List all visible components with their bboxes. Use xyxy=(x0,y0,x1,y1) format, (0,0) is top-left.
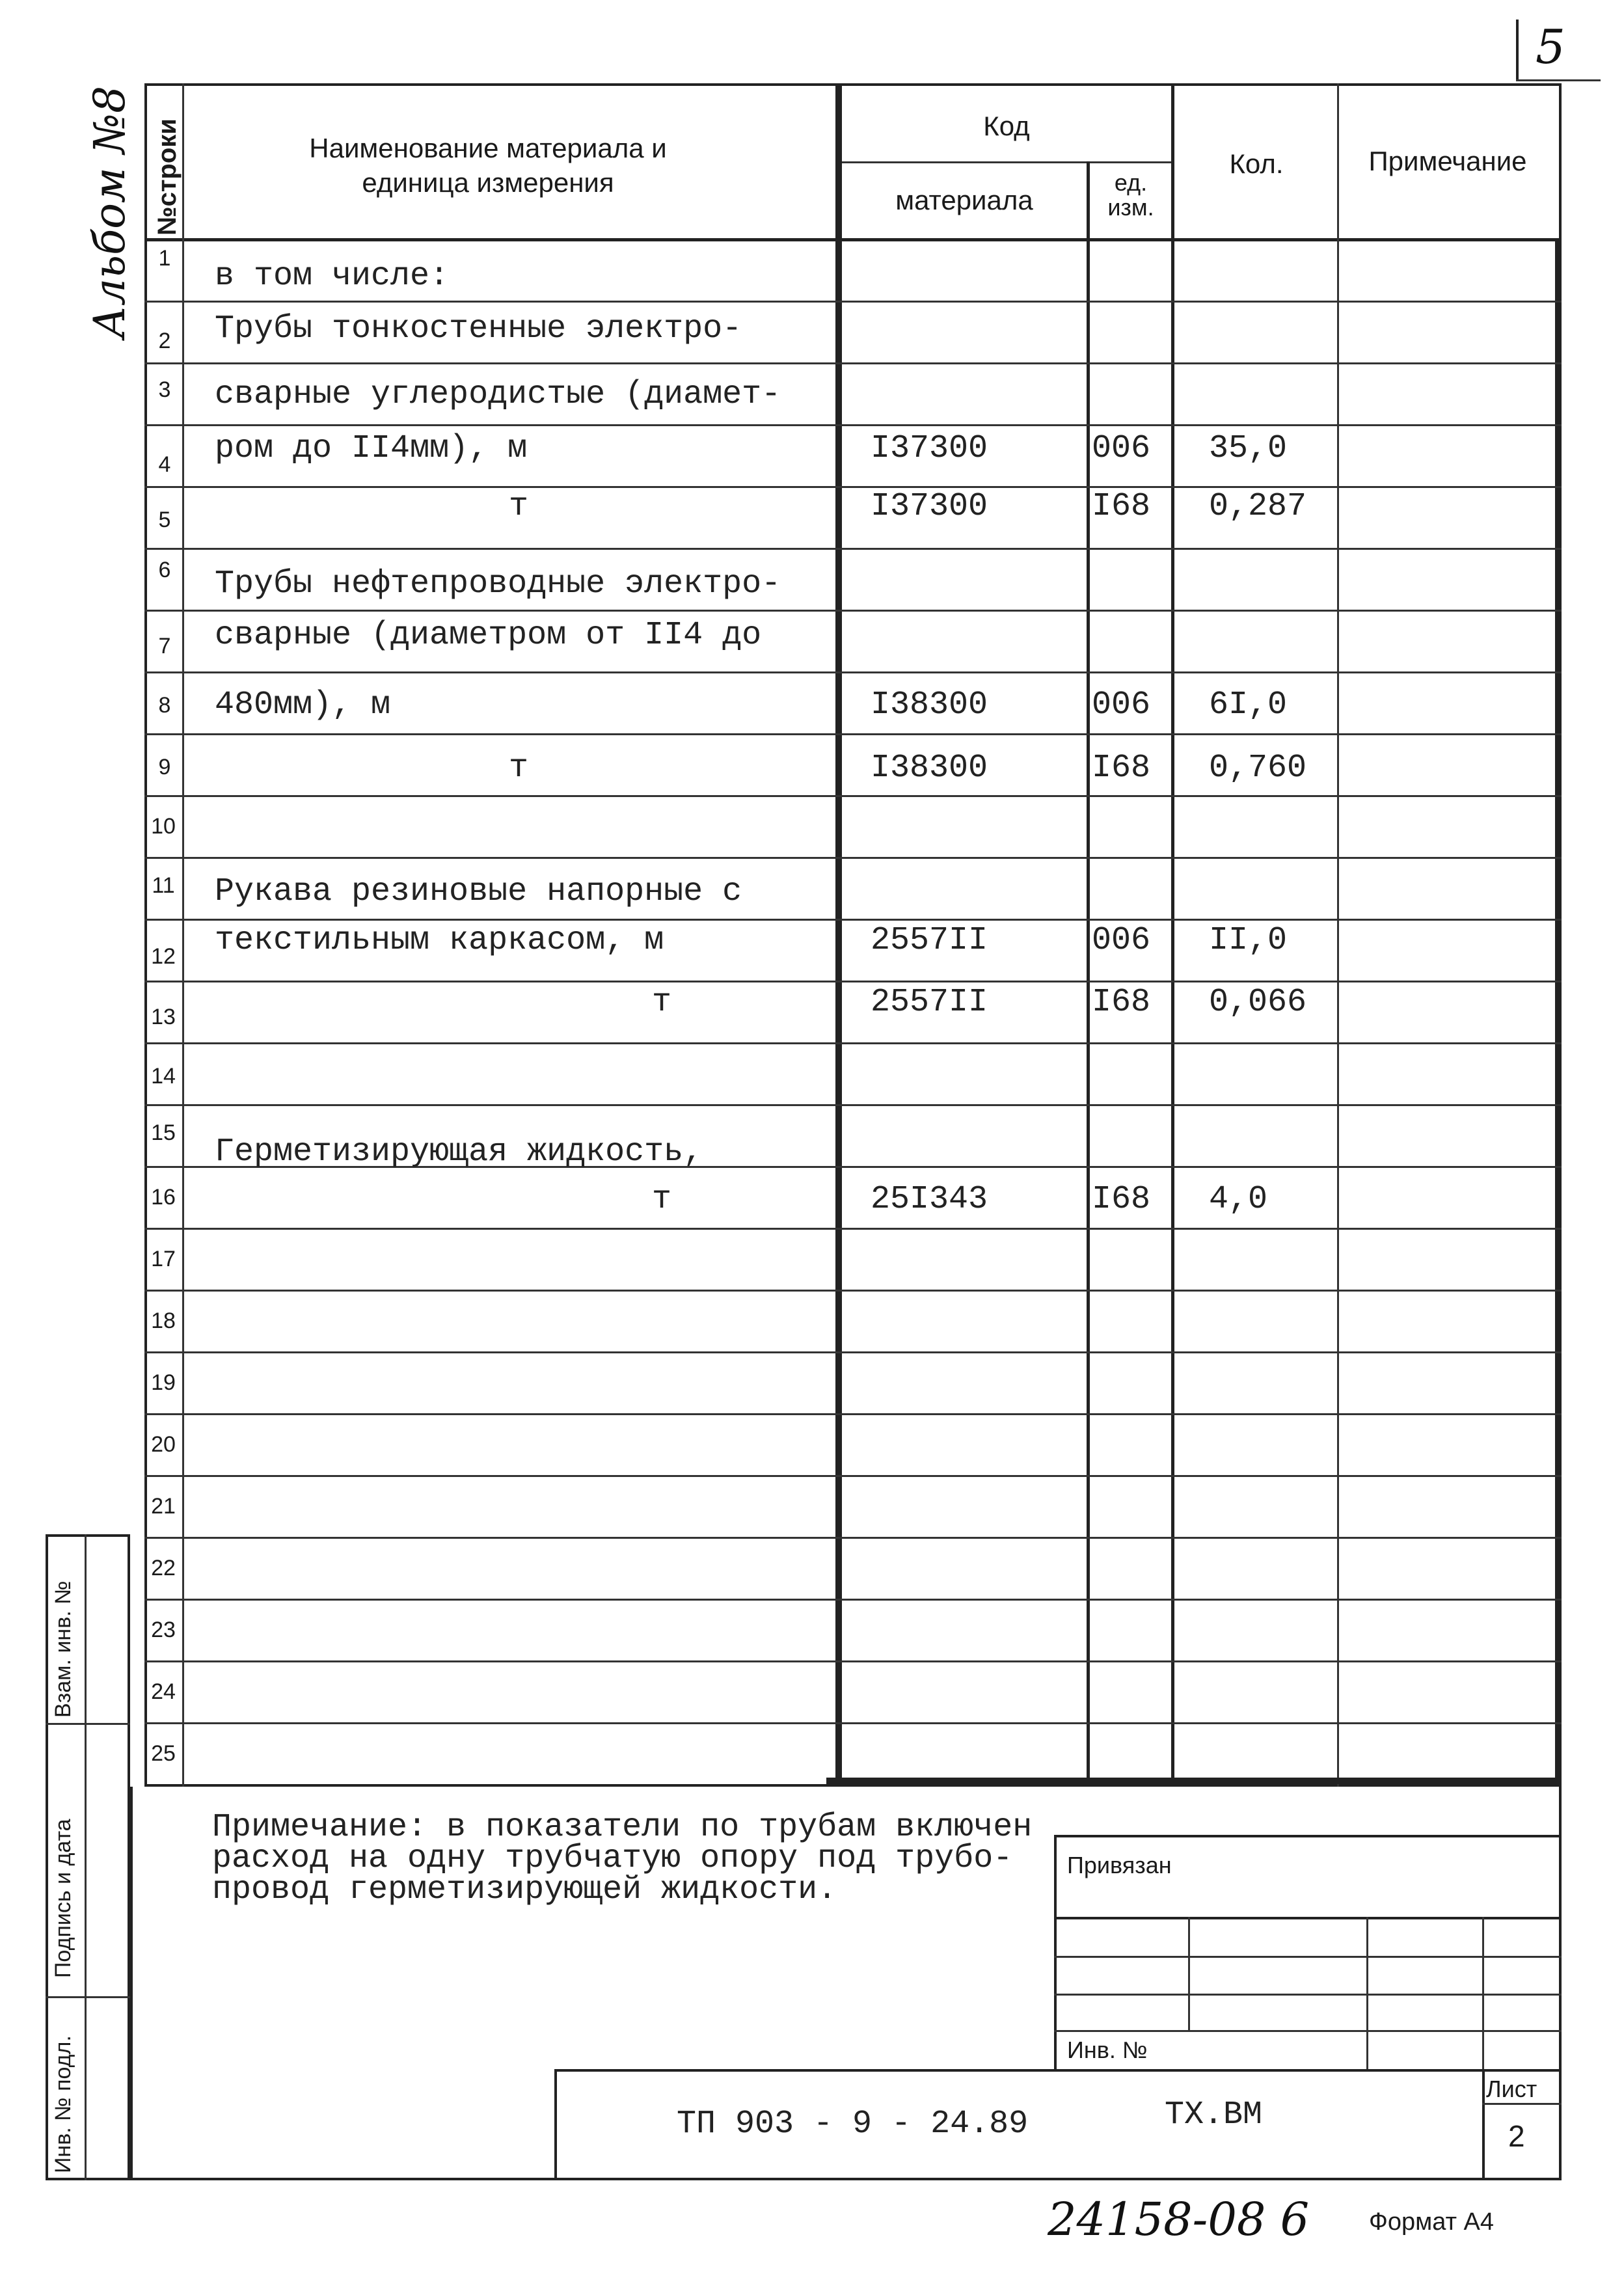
row-code: 25I343 xyxy=(871,1181,988,1218)
note-line-2: расход на одну трубчатую опору под трубо- xyxy=(212,1840,1013,1877)
header-row-no: №строки xyxy=(153,118,182,236)
table-row xyxy=(144,241,1562,303)
row-number: 3 xyxy=(158,377,171,402)
row-qty: 0,760 xyxy=(1209,750,1307,787)
header-code: Код xyxy=(983,111,1030,141)
table-row xyxy=(144,550,1562,612)
row-number: 11 xyxy=(152,873,175,898)
row-number: 8 xyxy=(158,693,171,718)
table-row xyxy=(144,303,1562,364)
title-block-left xyxy=(554,2069,557,2180)
sheet-label-line xyxy=(1482,2103,1562,2105)
stamp-line-b xyxy=(1054,1956,1562,1958)
table-row xyxy=(144,797,1562,859)
header-unit: ед. изм. xyxy=(1107,169,1154,221)
row-name: т xyxy=(509,488,529,525)
row-name: т xyxy=(652,984,672,1021)
table-row xyxy=(144,426,1562,488)
table-row xyxy=(144,1044,1562,1106)
table-row xyxy=(144,1477,1562,1539)
title-block-top xyxy=(554,2069,1562,2072)
code-subheader-line xyxy=(839,161,1172,163)
row-name: т xyxy=(652,1181,672,1218)
side-strip-divider xyxy=(85,1534,87,2180)
row-number: 10 xyxy=(151,814,176,839)
row-code: I38300 xyxy=(871,686,988,724)
row-number: 1 xyxy=(158,246,171,271)
row-qty: 35,0 xyxy=(1209,430,1288,467)
footer-format: Формат А4 xyxy=(1369,2208,1495,2236)
row-number: 7 xyxy=(158,634,171,658)
header-note: Примечание xyxy=(1368,146,1527,176)
row-code: 2557II xyxy=(871,922,988,959)
table-row xyxy=(144,612,1562,673)
side-strip-line-2 xyxy=(46,1996,130,1998)
row-number: 25 xyxy=(151,1741,176,1766)
stamp-privyazan: Привязан xyxy=(1067,1852,1172,1878)
stamp-line-d xyxy=(1054,2030,1562,2032)
row-name: Трубы нефтепроводные электро- xyxy=(215,565,781,603)
row-name: сварные (диаметром от II4 до xyxy=(215,617,762,654)
page-number-divider xyxy=(1516,20,1519,81)
row-number: 22 xyxy=(151,1556,176,1580)
row-qty: 0,287 xyxy=(1209,488,1307,525)
stamp-line-a xyxy=(1054,1917,1562,1919)
outer-bottom-border xyxy=(130,2178,1562,2180)
row-number: 6 xyxy=(158,558,171,582)
stamp-inv-no: Инв. № xyxy=(1067,2037,1148,2063)
stamp-col-2 xyxy=(1366,1917,1368,2069)
stamp-col-3 xyxy=(1482,1917,1484,2069)
sheet-number: 2 xyxy=(1508,2119,1525,2153)
table-row xyxy=(144,364,1562,426)
table-body xyxy=(144,241,1562,1787)
table-row xyxy=(144,673,1562,735)
page-number-underline xyxy=(1516,79,1601,81)
row-number: 4 xyxy=(158,452,171,477)
row-code: I37300 xyxy=(871,430,988,467)
side-label-vzam: Взам. инв. № xyxy=(51,1580,75,1718)
row-unit: 006 xyxy=(1092,686,1151,724)
table-row xyxy=(144,735,1562,797)
doc-code: ТП 903 - 9 - 24.89 xyxy=(677,2106,1029,2143)
row-name: сварные углеродистые (диамет- xyxy=(215,376,781,413)
album-label: Альбом №8 xyxy=(85,85,135,338)
row-number: 16 xyxy=(151,1185,176,1210)
row-code: I37300 xyxy=(871,488,988,525)
stamp-col-1 xyxy=(1188,1917,1190,2030)
side-label-inv: Инв. № подл. xyxy=(51,2035,75,2173)
row-number: 17 xyxy=(151,1247,176,1271)
row-unit: I68 xyxy=(1092,984,1151,1021)
row-name: текстильным каркасом, м xyxy=(215,922,664,959)
table-row xyxy=(144,1353,1562,1415)
table-row xyxy=(144,1539,1562,1601)
table-row xyxy=(144,1168,1562,1230)
table-row xyxy=(144,921,1562,982)
table-row xyxy=(144,1230,1562,1292)
row-number: 19 xyxy=(151,1370,176,1395)
row-number: 2 xyxy=(158,329,171,353)
row-number: 23 xyxy=(151,1618,176,1642)
table-row xyxy=(144,1601,1562,1662)
table-bottom-line xyxy=(826,1778,1562,1784)
row-unit: I68 xyxy=(1092,488,1151,525)
table-row xyxy=(144,1415,1562,1477)
row-unit: 006 xyxy=(1092,430,1151,467)
table-row xyxy=(144,1106,1562,1171)
row-name: Герметизирующая жидкость, xyxy=(215,1133,703,1171)
row-qty: II,0 xyxy=(1209,922,1288,959)
stamp-left-edge xyxy=(1054,1835,1057,2069)
sheet-label: Лист xyxy=(1486,2076,1537,2102)
note-line-3: провод герметизирующей жидкости. xyxy=(212,1871,837,1908)
note-line-1: Примечание: в показатели по трубам включен xyxy=(212,1809,1033,1846)
row-qty: 0,066 xyxy=(1209,984,1307,1021)
row-number: 12 xyxy=(151,944,176,969)
table-row xyxy=(144,982,1562,1044)
header-material: материала xyxy=(895,185,1033,215)
row-number: 15 xyxy=(151,1120,176,1145)
row-name: ром до II4мм), м xyxy=(215,430,528,467)
row-number: 13 xyxy=(151,1005,176,1029)
table-row xyxy=(144,859,1562,921)
outer-right-border xyxy=(1559,1787,1562,2180)
stamp-line-c xyxy=(1054,1994,1562,1996)
header-qty: Кол. xyxy=(1229,148,1284,179)
row-qty: 4,0 xyxy=(1209,1181,1268,1218)
row-number: 20 xyxy=(151,1432,176,1457)
row-code: I38300 xyxy=(871,750,988,787)
row-name: Рукава резиновые напорные с xyxy=(215,873,742,910)
row-number: 5 xyxy=(158,508,171,532)
row-name: т xyxy=(509,750,529,787)
header-name: Наименование материала и единица измерения xyxy=(309,133,667,198)
outer-left-border xyxy=(130,1787,133,2180)
row-number: 21 xyxy=(151,1494,176,1519)
footer-handwritten-number: 24158-08 6 xyxy=(1048,2193,1310,2246)
row-number: 18 xyxy=(151,1308,176,1333)
title-block-sheet-div xyxy=(1482,2069,1485,2180)
row-unit: I68 xyxy=(1092,1181,1151,1218)
row-qty: 6I,0 xyxy=(1209,686,1288,724)
stamp-top-line xyxy=(1054,1835,1562,1837)
row-unit: 006 xyxy=(1092,922,1151,959)
side-strip-line-1 xyxy=(46,1723,130,1725)
side-label-podpis: Подпись и дата xyxy=(51,1819,75,1978)
table-row xyxy=(144,1292,1562,1353)
row-name: 480мм), м xyxy=(215,686,391,724)
table-row xyxy=(144,1662,1562,1724)
row-number: 14 xyxy=(151,1064,176,1089)
row-number: 24 xyxy=(151,1679,176,1704)
row-code: 2557II xyxy=(871,984,988,1021)
row-number: 9 xyxy=(158,755,171,779)
doc-suffix: ТХ.ВМ xyxy=(1165,2096,1263,2133)
row-name: в том числе: xyxy=(215,258,450,295)
row-name: Трубы тонкостенные электро- xyxy=(215,310,742,347)
row-unit: I68 xyxy=(1092,750,1151,787)
table-row xyxy=(144,488,1562,550)
page-number: 5 xyxy=(1536,20,1565,74)
